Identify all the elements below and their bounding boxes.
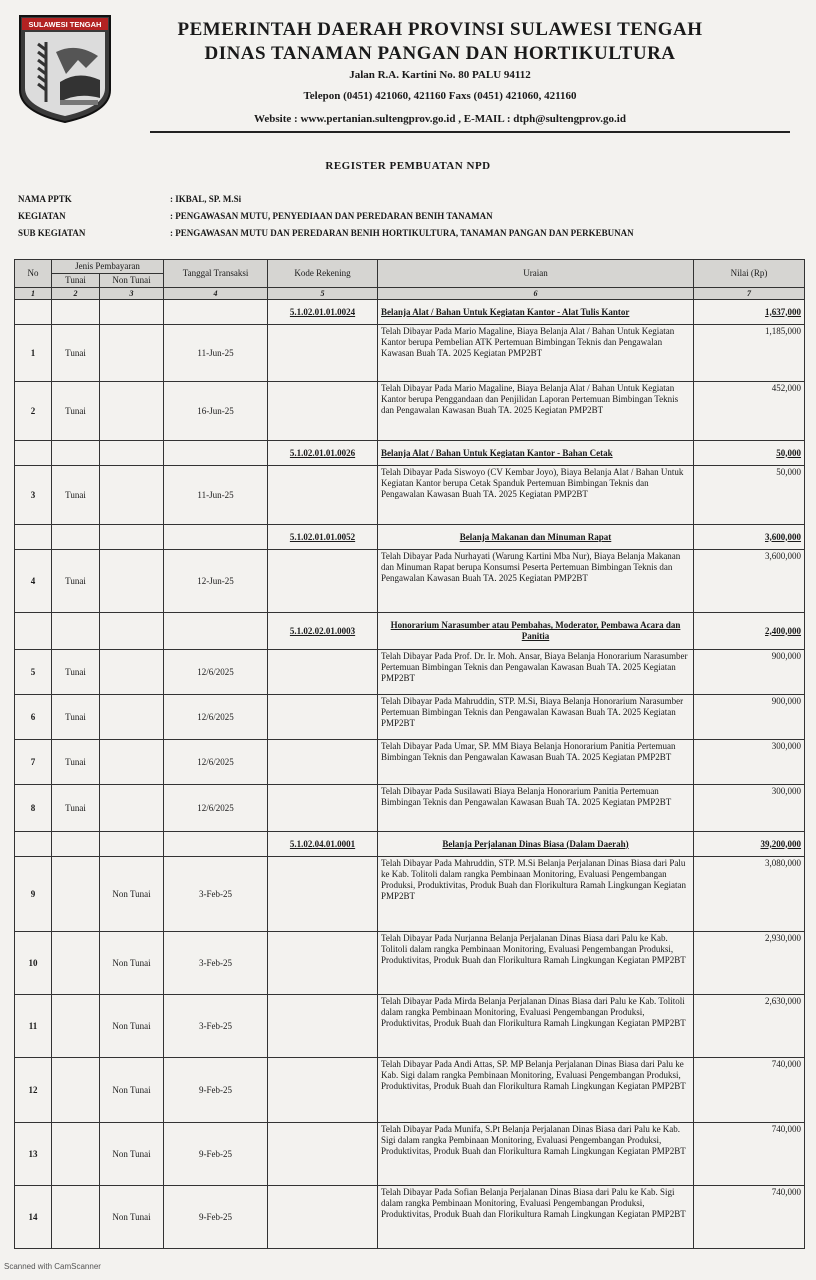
cell-kode-rekening <box>268 695 378 740</box>
cell-tanggal: 16-Jun-25 <box>164 382 268 441</box>
meta-value: : IKBAL, SP. M.Si <box>170 194 242 204</box>
cell-no: 8 <box>15 785 52 832</box>
meta-row <box>18 211 810 228</box>
cell-account-total: 39,200,000 <box>694 832 805 857</box>
transaction-row <box>15 995 805 1058</box>
transaction-row <box>15 785 805 832</box>
cell-tanggal: 12/6/2025 <box>164 785 268 832</box>
cell-account-name: Belanja Makanan dan Minuman Rapat <box>378 525 694 550</box>
cell-tunai <box>52 441 100 466</box>
meta-key: SUB KEGIATAN <box>18 228 86 238</box>
cell-no: 14 <box>15 1186 52 1249</box>
col-header-tunai: Tunai <box>52 274 100 288</box>
cell-tunai: Tunai <box>52 466 100 525</box>
cell-tanggal: 9-Feb-25 <box>164 1058 268 1123</box>
cell-nilai: 740,000 <box>694 1186 805 1249</box>
account-row <box>15 832 805 857</box>
cell-nilai: 2,930,000 <box>694 932 805 995</box>
cell-uraian: Telah Dibayar Pada Nurjanna Belanja Perjalanan Dinas Biasa dari Palu ke Kab. Tolitoli dalam rangka Pembinaan Monitoring, Evaluasi Pengembangan Produksi, Produktivitas, Produk Buah dan Florikultura Ramah Lingkungan Kegiatan PMP2BT <box>378 932 694 995</box>
cell-uraian: Telah Dibayar Pada Susilawati Biaya Belanja Honorarium Panitia Pertemuan Bimbingan Teknis dan Pengawalan Kawasan Buah TA. 2025 Kegiatan PMP2BT <box>378 785 694 832</box>
cell-account-total: 1,637,000 <box>694 300 805 325</box>
cell-tanggal <box>164 525 268 550</box>
cell-tunai <box>52 832 100 857</box>
cell-no <box>15 832 52 857</box>
meta-key: NAMA PPTK <box>18 194 72 204</box>
cell-non-tunai <box>100 325 164 382</box>
cell-non-tunai <box>100 650 164 695</box>
meta-value: : PENGAWASAN MUTU, PENYEDIAAN DAN PEREDARAN BENIH TANAMAN <box>170 211 493 221</box>
cell-non-tunai <box>100 525 164 550</box>
scanner-watermark: Scanned with CamScanner <box>4 1262 101 1271</box>
account-row <box>15 525 805 550</box>
transaction-row <box>15 1058 805 1123</box>
col-number: 6 <box>378 288 694 300</box>
cell-tunai: Tunai <box>52 740 100 785</box>
cell-uraian: Telah Dibayar Pada Munifa, S.Pt Belanja Perjalanan Dinas Biasa dari Palu ke Kab. Sigi dalam rangka Pembinaan Monitoring, Evaluasi Pengembangan Produksi, Produktivitas, Produk Buah dan Florikultura Ramah Lingkungan Kegiatan PMP2BT <box>378 1123 694 1186</box>
transaction-row <box>15 857 805 932</box>
cell-nilai: 900,000 <box>694 695 805 740</box>
account-row <box>15 300 805 325</box>
cell-non-tunai: Non Tunai <box>100 1123 164 1186</box>
letterhead-phone: Telepon (0451) 421060, 421160 Faxs (0451) 421060, 421160 <box>303 90 577 102</box>
cell-no: 13 <box>15 1123 52 1186</box>
cell-tunai <box>52 1123 100 1186</box>
letterhead-divider <box>150 131 790 133</box>
cell-kode-rekening <box>268 740 378 785</box>
cell-uraian: Telah Dibayar Pada Mirda Belanja Perjalanan Dinas Biasa dari Palu ke Kab. Tolitoli dalam rangka Pembinaan Monitoring, Evaluasi Pengembangan Produksi, Produktivitas, Produk Buah dan Florikultura Ramah Lingkungan Kegiatan PMP2BT <box>378 995 694 1058</box>
cell-no: 1 <box>15 325 52 382</box>
cell-kode-rekening <box>268 995 378 1058</box>
cell-tanggal <box>164 832 268 857</box>
svg-text:SULAWESI TENGAH: SULAWESI TENGAH <box>28 20 102 29</box>
cell-nilai: 300,000 <box>694 785 805 832</box>
cell-account-total: 3,600,000 <box>694 525 805 550</box>
cell-kode-rekening <box>268 382 378 441</box>
transaction-row <box>15 695 805 740</box>
letterhead-address: Jalan R.A. Kartini No. 80 PALU 94112 <box>349 69 531 81</box>
cell-kode-rekening <box>268 1058 378 1123</box>
transaction-row <box>15 1123 805 1186</box>
cell-account-name: Belanja Alat / Bahan Untuk Kegiatan Kantor - Alat Tulis Kantor <box>378 300 694 325</box>
meta-value: : PENGAWASAN MUTU DAN PEREDARAN BENIH HORTIKULTURA, TANAMAN PANGAN DAN PERKEBUNAN <box>170 228 634 238</box>
cell-uraian: Telah Dibayar Pada Sofian Belanja Perjalanan Dinas Biasa dari Palu ke Kab. Sigi dalam rangka Pembinaan Monitoring, Evaluasi Pengembangan Produksi, Produktivitas, Produk Buah dan Florikultura Ramah Lingkungan Kegiatan PMP2BT <box>378 1186 694 1249</box>
cell-nilai: 740,000 <box>694 1123 805 1186</box>
cell-tanggal: 12/6/2025 <box>164 695 268 740</box>
col-number: 5 <box>268 288 378 300</box>
sulawesi-tengah-emblem <box>16 12 114 124</box>
account-row <box>15 613 805 650</box>
cell-no <box>15 441 52 466</box>
transaction-row <box>15 650 805 695</box>
cell-tunai: Tunai <box>52 650 100 695</box>
cell-tanggal <box>164 441 268 466</box>
cell-no: 11 <box>15 995 52 1058</box>
cell-non-tunai <box>100 832 164 857</box>
cell-no: 4 <box>15 550 52 613</box>
cell-nilai: 3,080,000 <box>694 857 805 932</box>
transaction-row <box>15 740 805 785</box>
cell-no: 6 <box>15 695 52 740</box>
cell-tunai <box>52 300 100 325</box>
cell-tunai: Tunai <box>52 695 100 740</box>
cell-uraian: Telah Dibayar Pada Mahruddin, STP. M.Si Belanja Perjalanan Dinas Biasa dari Palu ke Kab. Tolitoli dalam rangka Pembinaan Monitoring, Evaluasi Pengembangan Produksi, Produktivitas, Produk Buah dan Florikultura Ramah Lingkungan Kegiatan PMP2BT <box>378 857 694 932</box>
cell-nilai: 50,000 <box>694 466 805 525</box>
cell-tanggal: 12/6/2025 <box>164 740 268 785</box>
cell-non-tunai <box>100 550 164 613</box>
cell-no: 7 <box>15 740 52 785</box>
cell-nilai: 2,630,000 <box>694 995 805 1058</box>
cell-uraian: Telah Dibayar Pada Andi Attas, SP. MP Belanja Perjalanan Dinas Biasa dari Palu ke Kab. Sigi dalam rangka Pembinaan Monitoring, Evaluasi Pengembangan Produksi, Produktivitas, Produk Buah dan Florikultura Ramah Lingkungan Kegiatan PMP2BT <box>378 1058 694 1123</box>
cell-no: 9 <box>15 857 52 932</box>
cell-non-tunai: Non Tunai <box>100 1058 164 1123</box>
col-header-kode: Kode Rekening <box>268 260 378 288</box>
cell-non-tunai <box>100 740 164 785</box>
cell-tunai: Tunai <box>52 785 100 832</box>
meta-key: KEGIATAN <box>18 211 66 221</box>
cell-kode-rekening <box>268 325 378 382</box>
col-header-non-tunai: Non Tunai <box>100 274 164 288</box>
cell-tanggal <box>164 300 268 325</box>
document-title: REGISTER PEMBUATAN NPD <box>325 160 491 172</box>
cell-kode-rekening <box>268 650 378 695</box>
transaction-row <box>15 1186 805 1249</box>
cell-account-name: Honorarium Narasumber atau Pembahas, Moderator, Pembawa Acara dan Panitia <box>378 613 694 650</box>
cell-non-tunai: Non Tunai <box>100 932 164 995</box>
cell-kode-rekening <box>268 1186 378 1249</box>
cell-kode-rekening <box>268 550 378 613</box>
cell-non-tunai <box>100 466 164 525</box>
cell-kode-rekening <box>268 932 378 995</box>
cell-uraian: Telah Dibayar Pada Mario Magaline, Biaya Belanja Alat / Bahan Untuk Kegiatan Kantor berupa Penggandaan dan Penjilidan Laporan Pertemuan Bimbingan Teknis dan Pengawalan Kawasan Buah TA. 2025 Kegiatan PMP2BT <box>378 382 694 441</box>
cell-tunai <box>52 995 100 1058</box>
cell-tanggal <box>164 613 268 650</box>
cell-non-tunai <box>100 382 164 441</box>
col-number: 2 <box>52 288 100 300</box>
cell-kode-rekening <box>268 1123 378 1186</box>
col-number: 3 <box>100 288 164 300</box>
cell-nilai: 3,600,000 <box>694 550 805 613</box>
cell-tunai <box>52 613 100 650</box>
cell-no: 12 <box>15 1058 52 1123</box>
cell-account-total: 50,000 <box>694 441 805 466</box>
cell-no: 5 <box>15 650 52 695</box>
cell-account-name: Belanja Perjalanan Dinas Biasa (Dalam Daerah) <box>378 832 694 857</box>
cell-no: 3 <box>15 466 52 525</box>
cell-kode-rekening: 5.1.02.04.01.0001 <box>268 832 378 857</box>
cell-uraian: Telah Dibayar Pada Mario Magaline, Biaya Belanja Alat / Bahan Untuk Kegiatan Kantor berupa Pembelian ATK Pertemuan Bimbingan Teknis dan Pengawalan Kawasan Buah TA. 2025 Kegiatan PMP2BT <box>378 325 694 382</box>
cell-tanggal: 3-Feb-25 <box>164 857 268 932</box>
cell-kode-rekening: 5.1.02.01.01.0024 <box>268 300 378 325</box>
col-header-no: No <box>15 260 52 288</box>
cell-tunai <box>52 857 100 932</box>
letterhead <box>120 18 760 127</box>
transaction-row <box>15 932 805 995</box>
account-row <box>15 441 805 466</box>
cell-tunai <box>52 1186 100 1249</box>
col-header-jenis: Jenis Pembayaran <box>52 260 164 274</box>
cell-tunai <box>52 932 100 995</box>
cell-account-total: 2,400,000 <box>694 613 805 650</box>
cell-uraian: Telah Dibayar Pada Prof. Dr. Ir. Moh. Ansar, Biaya Belanja Honorarium Narasumber Pertemuan Bimbingan Teknis dan Pengawalan Kawasan Buah TA. 2025 Kegiatan PMP2BT <box>378 650 694 695</box>
letterhead-agency: DINAS TANAMAN PANGAN DAN HORTIKULTURA <box>204 43 676 64</box>
cell-no: 10 <box>15 932 52 995</box>
cell-nilai: 900,000 <box>694 650 805 695</box>
cell-non-tunai: Non Tunai <box>100 995 164 1058</box>
cell-no <box>15 613 52 650</box>
letterhead-government: PEMERINTAH DAERAH PROVINSI SULAWESI TENGAH <box>177 19 703 40</box>
cell-tanggal: 12/6/2025 <box>164 650 268 695</box>
cell-no: 2 <box>15 382 52 441</box>
cell-non-tunai <box>100 695 164 740</box>
cell-nilai: 300,000 <box>694 740 805 785</box>
cell-tanggal: 3-Feb-25 <box>164 995 268 1058</box>
cell-non-tunai <box>100 441 164 466</box>
col-header-uraian: Uraian <box>378 260 694 288</box>
col-number: 7 <box>694 288 805 300</box>
meta-block <box>18 194 810 245</box>
transaction-row <box>15 325 805 382</box>
cell-tanggal: 3-Feb-25 <box>164 932 268 995</box>
cell-kode-rekening: 5.1.02.02.01.0003 <box>268 613 378 650</box>
cell-tanggal: 11-Jun-25 <box>164 466 268 525</box>
cell-no <box>15 300 52 325</box>
cell-tunai <box>52 1058 100 1123</box>
cell-kode-rekening <box>268 857 378 932</box>
cell-uraian: Telah Dibayar Pada Nurhayati (Warung Kartini Mba Nur), Biaya Belanja Makanan dan Minuman Rapat berupa Konsumsi Peserta Pertemuan Bimbingan Teknis dan Pengawalan Kawasan Buah TA. 2025 Kegiatan PMP2BT <box>378 550 694 613</box>
transaction-row <box>15 550 805 613</box>
col-number: 4 <box>164 288 268 300</box>
meta-row <box>18 228 810 245</box>
cell-tanggal: 9-Feb-25 <box>164 1123 268 1186</box>
cell-non-tunai: Non Tunai <box>100 857 164 932</box>
cell-kode-rekening <box>268 466 378 525</box>
cell-non-tunai <box>100 613 164 650</box>
cell-nilai: 740,000 <box>694 1058 805 1123</box>
cell-tanggal: 9-Feb-25 <box>164 1186 268 1249</box>
cell-tunai: Tunai <box>52 325 100 382</box>
cell-kode-rekening: 5.1.02.01.01.0052 <box>268 525 378 550</box>
cell-nilai: 1,185,000 <box>694 325 805 382</box>
letterhead-website: Website : www.pertanian.sultengprov.go.id , E-MAIL : dtph@sultengprov.go.id <box>254 113 626 125</box>
cell-non-tunai <box>100 300 164 325</box>
cell-tanggal: 11-Jun-25 <box>164 325 268 382</box>
cell-non-tunai <box>100 785 164 832</box>
register-table <box>14 259 805 1249</box>
col-header-tanggal: Tanggal Transaksi <box>164 260 268 288</box>
meta-row <box>18 194 810 211</box>
cell-kode-rekening: 5.1.02.01.01.0026 <box>268 441 378 466</box>
cell-non-tunai: Non Tunai <box>100 1186 164 1249</box>
cell-account-name: Belanja Alat / Bahan Untuk Kegiatan Kantor - Bahan Cetak <box>378 441 694 466</box>
cell-tunai: Tunai <box>52 550 100 613</box>
cell-uraian: Telah Dibayar Pada Mahruddin, STP. M.Si, Biaya Belanja Honorarium Narasumber Pertemuan Bimbingan Teknis dan Pengawalan Kawasan Buah TA. 2025 Kegiatan PMP2BT <box>378 695 694 740</box>
col-number: 1 <box>15 288 52 300</box>
cell-nilai: 452,000 <box>694 382 805 441</box>
cell-tunai: Tunai <box>52 382 100 441</box>
cell-tanggal: 12-Jun-25 <box>164 550 268 613</box>
col-header-nilai: Nilai (Rp) <box>694 260 805 288</box>
cell-uraian: Telah Dibayar Pada Siswoyo (CV Kembar Joyo), Biaya Belanja Alat / Bahan Untuk Kegiatan Kantor berupa Cetak Spanduk Pertemuan Bimbingan Teknis dan Pengawalan Kawasan Buah TA. 2025 Kegiatan PMP2BT <box>378 466 694 525</box>
cell-no <box>15 525 52 550</box>
cell-tunai <box>52 525 100 550</box>
transaction-row <box>15 466 805 525</box>
cell-uraian: Telah Dibayar Pada Umar, SP. MM Biaya Belanja Honorarium Panitia Pertemuan Bimbingan Teknis dan Pengawalan Kawasan Buah TA. 2025 Kegiatan PMP2BT <box>378 740 694 785</box>
transaction-row <box>15 382 805 441</box>
cell-kode-rekening <box>268 785 378 832</box>
